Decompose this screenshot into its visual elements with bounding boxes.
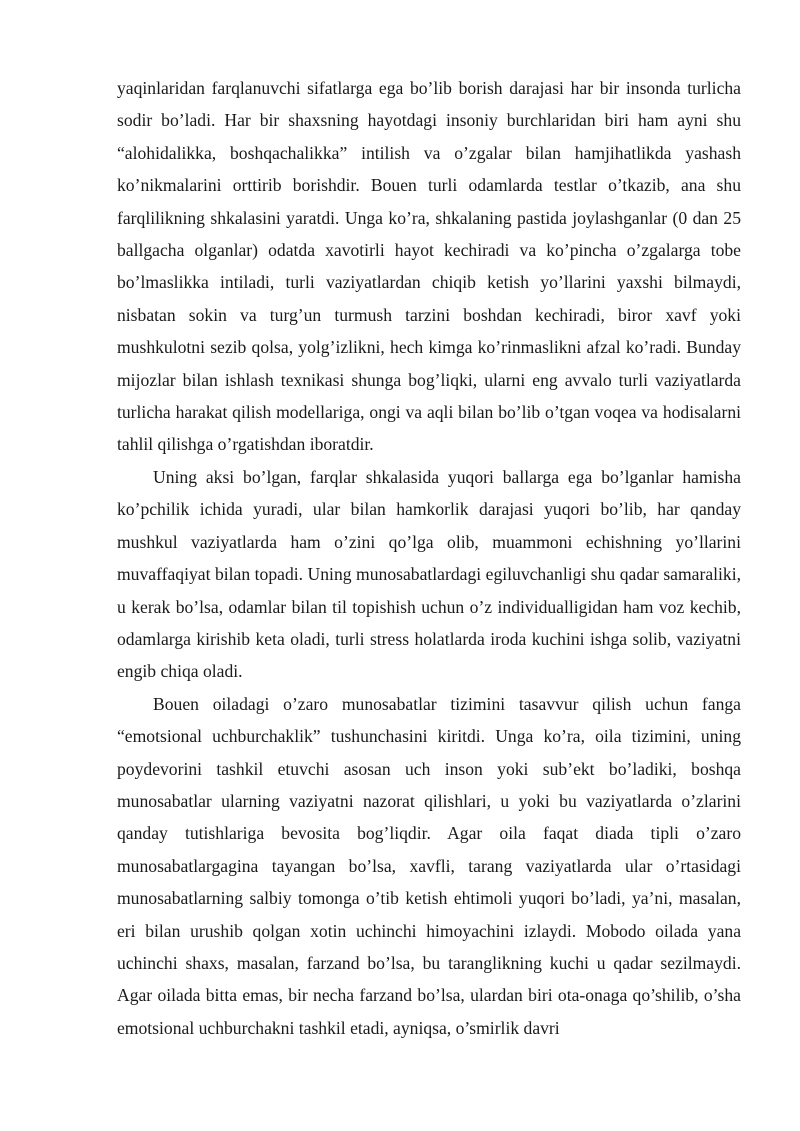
paragraph-high-scores: Uning aksi bo’lgan, farqlar shkalasida yuqori ballarga ega bo’lganlar hamisha ko’pchilik ichida yuradi, ular bilan hamkorlik darajasi yuqori bo’lib, har qanday mushkul vaziyatlarda ham o’zini qo’lga olib, muammoni echishning yo’llarini muvaffaqiyat bilan topadi. Uning munosabatlardagi egiluvchanligi shu qadar samaraliki, u kerak bo’lsa, odamlar bilan til topishish uchun o’z individualligidan ham voz kechib, odamlarga kirishib keta oladi, turli stress holatlarda iroda kuchini ishga solib, vaziyatni engib chiqa oladi. [117, 466, 741, 682]
document-page [117, 72, 741, 1044]
paragraph-continuation: yaqinlaridan farqlanuvchi sifatlarga ega bo’lib borish darajasi har bir insonda turlicha sodir bo’ladi. Har bir shaxsning hayotdagi insoniy burchlaridan biri ham ayni shu “alohidalikka, boshqachalikka” intilish va o’zgalar bilan hamjihatlikda yashash ko’nikmalarini orttirib borishdir. Bouen turli odamlarda testlar o’tkazib, ana shu farqlilikning shkalasini yaratdi. Unga ko’ra, shkalaning pastida joylashganlar (0 dan 25 ballgacha olganlar) odatda xavotirli hayot kechiradi va ko’pincha o’zgalarga tobe bo’lmaslikka intiladi, turli vaziyatlardan chiqib ketish yo’llarini yaxshi bilmaydi, nisbatan sokin va turg’un turmush tarzini boshdan kechiradi, biror xavf yoki mushkulotni sezib qolsa, yolg’izlikni, hech kimga ko’rinmaslikni afzal ko’radi. Bunday mijozlar bilan ishlash texnikasi shunga bog’liqki, ularni eng avvalo turli vaziyatlarda turlicha harakat qilish modellariga, ongi va aqli bilan bo’lib o’tgan voqea va hodisalarni tahlil qilishga o’rgatishdan iboratdir. [117, 78, 741, 455]
paragraph-emotional-triangle: Bouen oiladagi o’zaro munosabatlar tizimini tasavvur qilish uchun fanga “emotsional uchburchaklik” tushunchasini kiritdi. Unga ko’ra, oila tizimini, uning poydevorini tashkil etuvchi asosan uch inson yoki sub’ekt bo’ladiki, boshqa munosabatlar ularning vaziyatni nazorat qilishlari, u yoki bu vaziyatlarda o’zlarini qanday tutishlariga bevosita bog’liqdir. Agar oila faqat diada tipli o’zaro munosabatlargagina tayangan bo’lsa, xavfli, tarang vaziyatlarda ular o’rtasidagi munosabatlarning salbiy tomonga o’tib ketish ehtimoli yuqori bo’ladi, ya’ni, masalan, eri bilan urushib qolgan xotin uchinchi himoyachini izlaydi. Mobodo oilada yana uchinchi shaxs, masalan, farzand bo’lsa, bu taranglikning kuchi u qadar sezilmaydi. Agar oilada bitta emas, bir necha farzand bo’lsa, ulardan biri ota-onaga qo’shilib, o’sha emotsional uchburchakni tashkil etadi, ayniqsa, o’smirlik davri [117, 693, 741, 1038]
